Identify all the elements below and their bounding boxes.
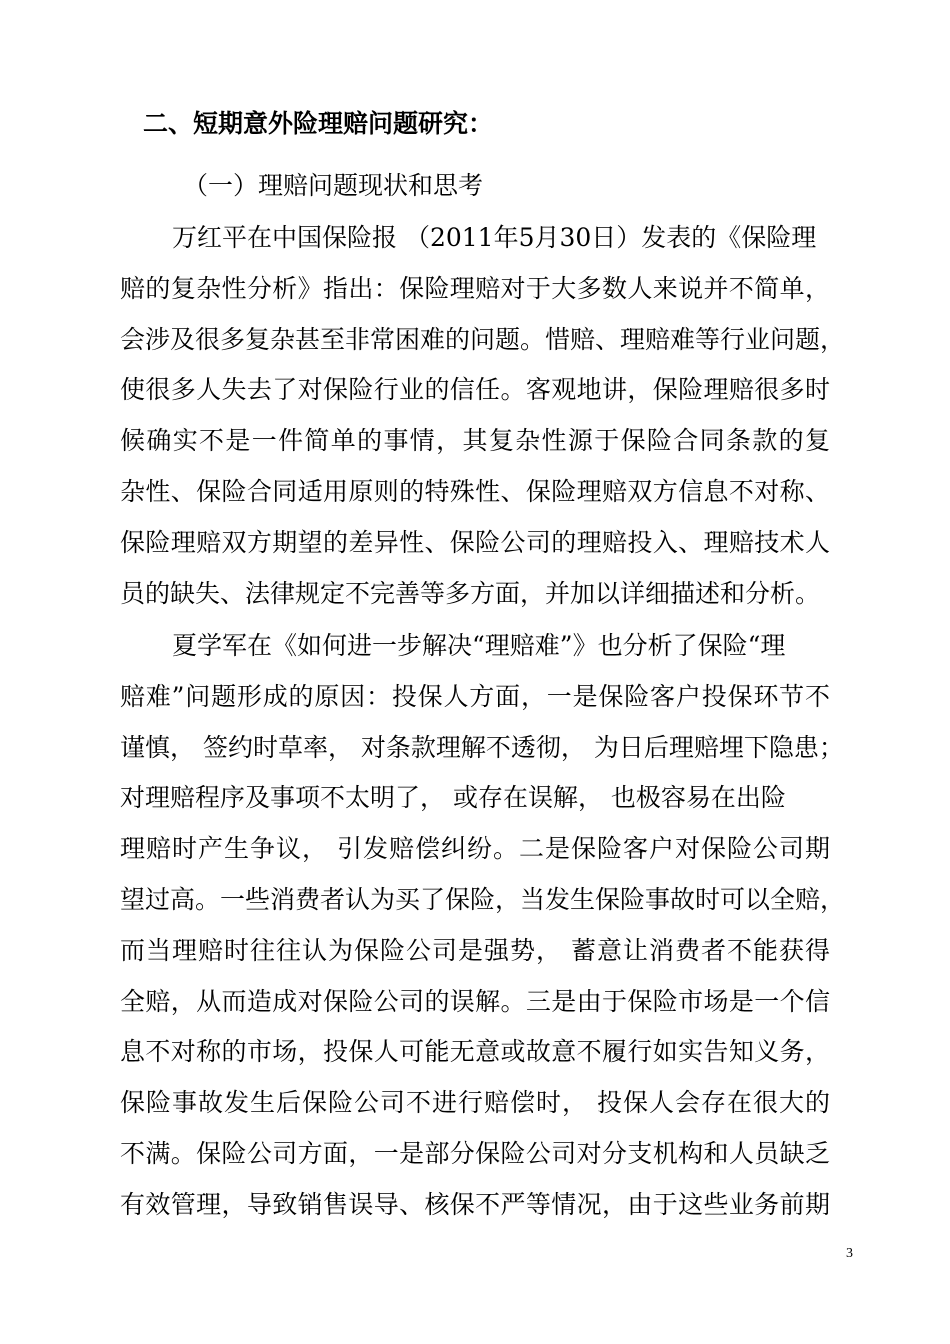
paragraph-line: 对理赔程序及事项不太明了， 或存在误解， 也极容易在出险 <box>120 783 786 813</box>
paragraph-line: 员的缺失、法律规定不完善等多方面，并加以详细描述和分析。 <box>120 578 821 608</box>
paragraph-line: 谨慎， 签约时草率， 对条款理解不透彻， 为日后理赔埋下隐患； <box>120 732 844 762</box>
paragraph-line: 有效管理，导致销售误导、核保不严等情况，由于这些业务前期 <box>120 1189 830 1219</box>
paragraph-line: 不满。保险公司方面，一是部分保险公司对分支机构和人员缺乏 <box>120 1138 830 1168</box>
paragraph-line: 会涉及很多复杂甚至非常困难的问题。惜赔、理赔难等行业问题， <box>120 324 846 354</box>
paragraph-line: 而当理赔时往往认为保险公司是强势， 蓄意让消费者不能获得 <box>120 935 830 965</box>
paragraph-line: 赔难”问题形成的原因：投保人方面，一是保险客户投保环节不 <box>120 681 830 711</box>
paragraph-line: 息不对称的市场，投保人可能无意或故意不履行如实告知义务， <box>120 1037 830 1067</box>
paragraph-line: 杂性、保险合同适用原则的特殊性、保险理赔双方信息不对称、 <box>120 476 830 506</box>
paragraph-line: 赔的复杂性分析》指出：保险理赔对于大多数人来说并不简单， <box>120 273 830 303</box>
paragraph-line: 望过高。一些消费者认为买了保险，当发生保险事故时可以全赔， <box>120 884 846 914</box>
paragraph-line: 保险理赔双方期望的差异性、保险公司的理赔投入、理赔技术人 <box>120 527 830 557</box>
paragraph-line: 理赔时产生争议， 引发赔偿纠纷。二是保险客户对保险公司期 <box>120 834 830 864</box>
subsection-heading: （一）理赔问题现状和思考 <box>183 171 484 200</box>
paragraph-line: 候确实不是一件简单的事情，其复杂性源于保险合同条款的复 <box>120 426 830 456</box>
paragraph-line: 万红平在中国保险报 （2011年5月30日）发表的《保险理 <box>172 223 817 252</box>
section-heading: 二、短期意外险理赔问题研究： <box>143 109 494 138</box>
paragraph-line: 全赔，从而造成对保险公司的误解。三是由于保险市场是一个信 <box>120 986 830 1016</box>
paragraph-line: 使很多人失去了对保险行业的信任。客观地讲，保险理赔很多时 <box>120 375 830 405</box>
page-number: 3 <box>846 1246 853 1261</box>
paragraph-xia-xuejun <box>120 621 846 1231</box>
paragraph-line: 保险事故发生后保险公司不进行赔偿时， 投保人会存在很大的 <box>120 1088 830 1118</box>
paragraph-line: 夏学军在《如何进一步解决“理赔难”》也分析了保险“理 <box>172 631 786 660</box>
paragraph-wan-hongping <box>120 213 846 619</box>
